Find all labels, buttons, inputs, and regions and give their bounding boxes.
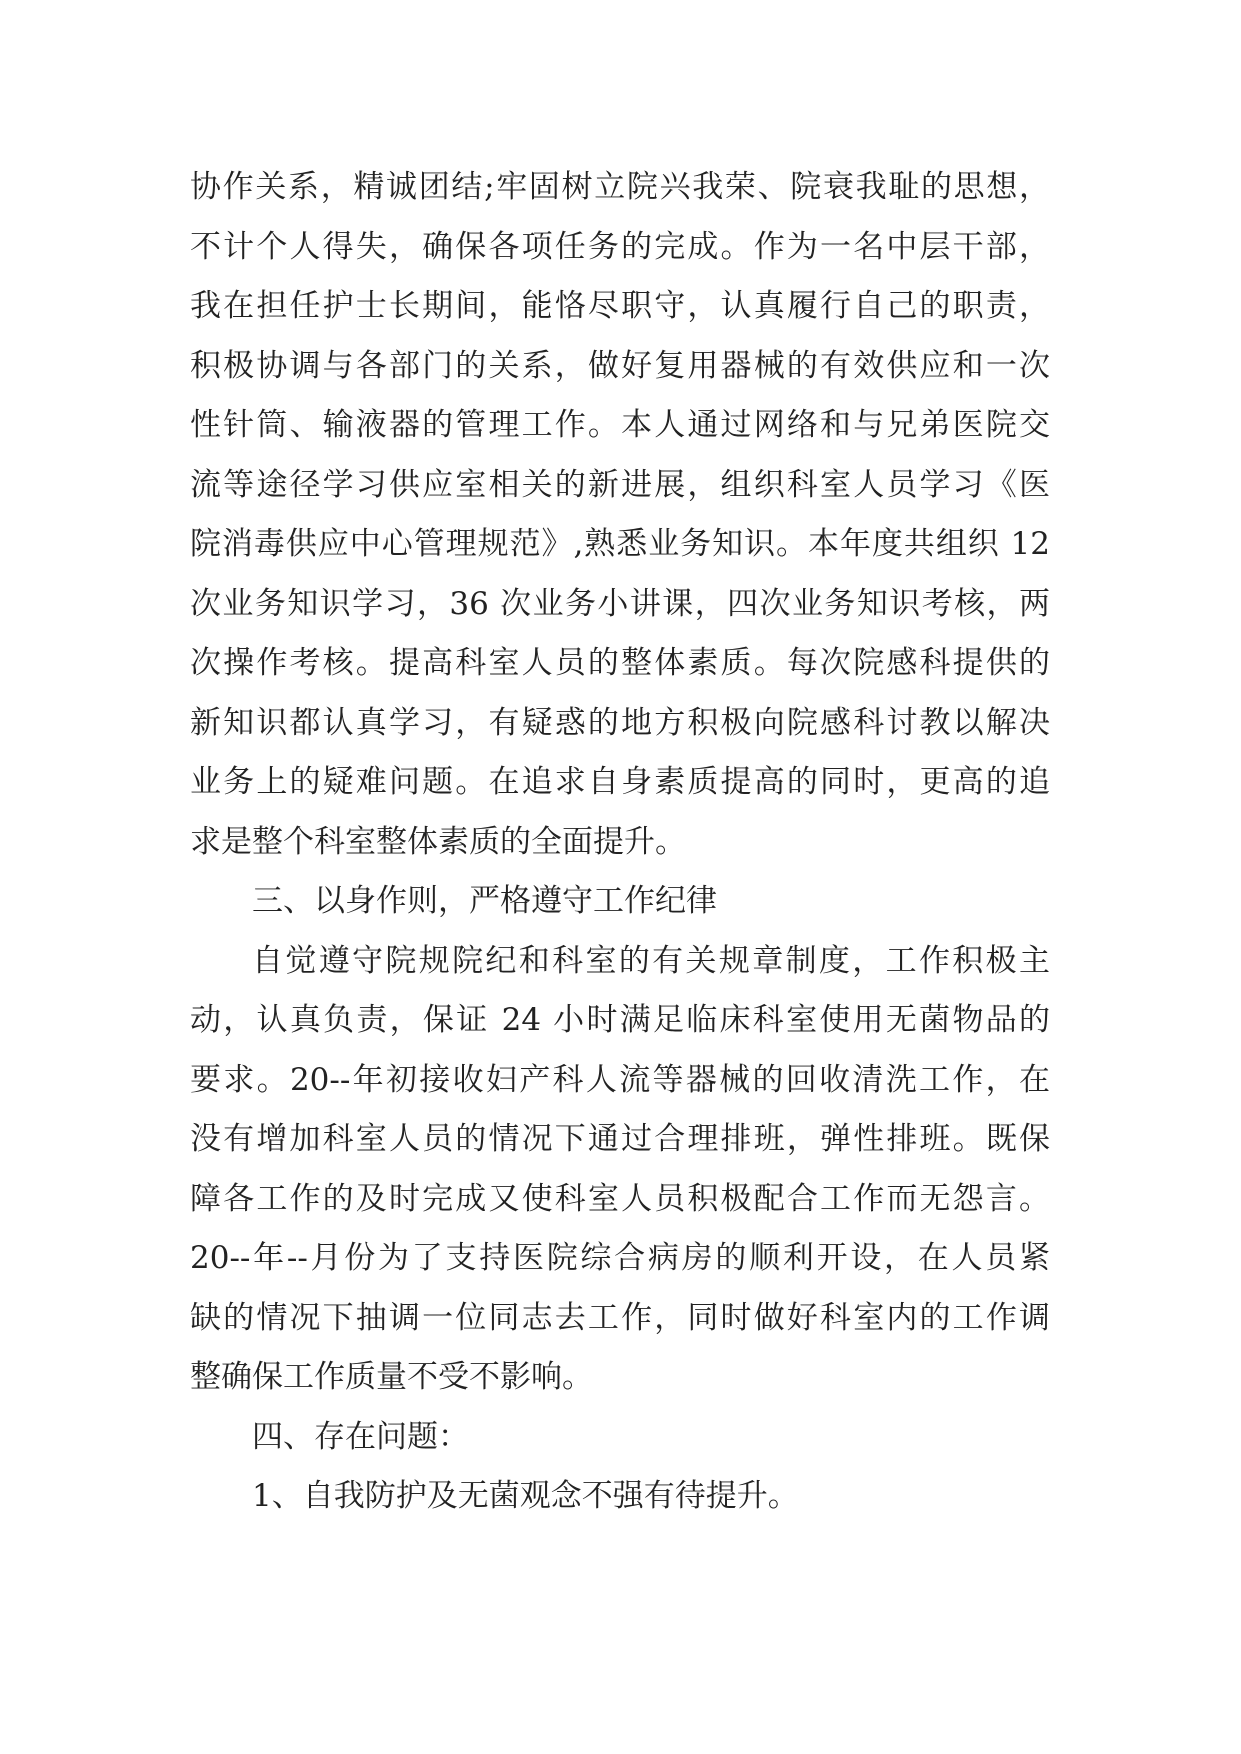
paragraph-line: 障各工作的及时完成又使科室人员积极配合工作而无怨言。 (190, 1180, 1050, 1217)
paragraph-line: 整确保工作质量不受不影响。 (190, 1359, 593, 1395)
list-item: 1、自我防护及无菌观念不强有待提升。 (252, 1478, 799, 1514)
paragraph-line: 新知识都认真学习，有疑惑的地方积极向院感科讨教以解决 (190, 704, 1050, 741)
paragraph-line: 次操作考核。提高科室人员的整体素质。每次院感科提供的 (190, 645, 1050, 681)
paragraph-line: 要求。20--年初接收妇产科人流等器械的回收清洗工作，在 (190, 1061, 1050, 1098)
paragraph-line: 积极协调与各部门的关系，做好复用器械的有效供应和一次 (190, 347, 1050, 384)
paragraph-line: 自觉遵守院规院纪和科室的有关规章制度，工作积极主 (252, 942, 1050, 979)
paragraph-line: 动，认真负责，保证 24 小时满足临床科室使用无菌物品的 (190, 1002, 1050, 1038)
paragraph-line: 次业务知识学习，36 次业务小讲课，四次业务知识考核，两 (190, 585, 1050, 622)
paragraph-line: 20--年--月份为了支持医院综合病房的顺利开设，在人员紧 (190, 1240, 1050, 1276)
document-body (190, 158, 1050, 1527)
paragraph-line: 协作关系，精诚团结;牢固树立院兴我荣、院衰我耻的思想， (190, 169, 1050, 205)
paragraph-line: 院消毒供应中心管理规范》,熟悉业务知识。本年度共组织 12 (190, 526, 1050, 562)
section-heading-3: 三、以身作则，严格遵守工作纪律 (252, 883, 717, 919)
paragraph-line: 性针筒、输液器的管理工作。本人通过网络和与兄弟医院交 (190, 407, 1050, 443)
paragraph-line: 流等途径学习供应室相关的新进展，组织科室人员学习《医 (190, 466, 1050, 503)
paragraph-line: 没有增加科室人员的情况下通过合理排班，弹性排班。既保 (190, 1121, 1050, 1157)
paragraph-line: 求是整个科室整体素质的全面提升。 (190, 823, 686, 860)
paragraph-line: 业务上的疑难问题。在追求自身素质提高的同时，更高的追 (190, 764, 1050, 800)
paragraph-line: 我在担任护士长期间，能恪尽职守，认真履行自己的职责， (190, 288, 1050, 324)
section-heading-4: 四、存在问题： (252, 1418, 469, 1455)
paragraph-line: 不计个人得失，确保各项任务的完成。作为一名中层干部， (190, 228, 1050, 265)
paragraph-line: 缺的情况下抽调一位同志去工作，同时做好科室内的工作调 (190, 1299, 1050, 1336)
